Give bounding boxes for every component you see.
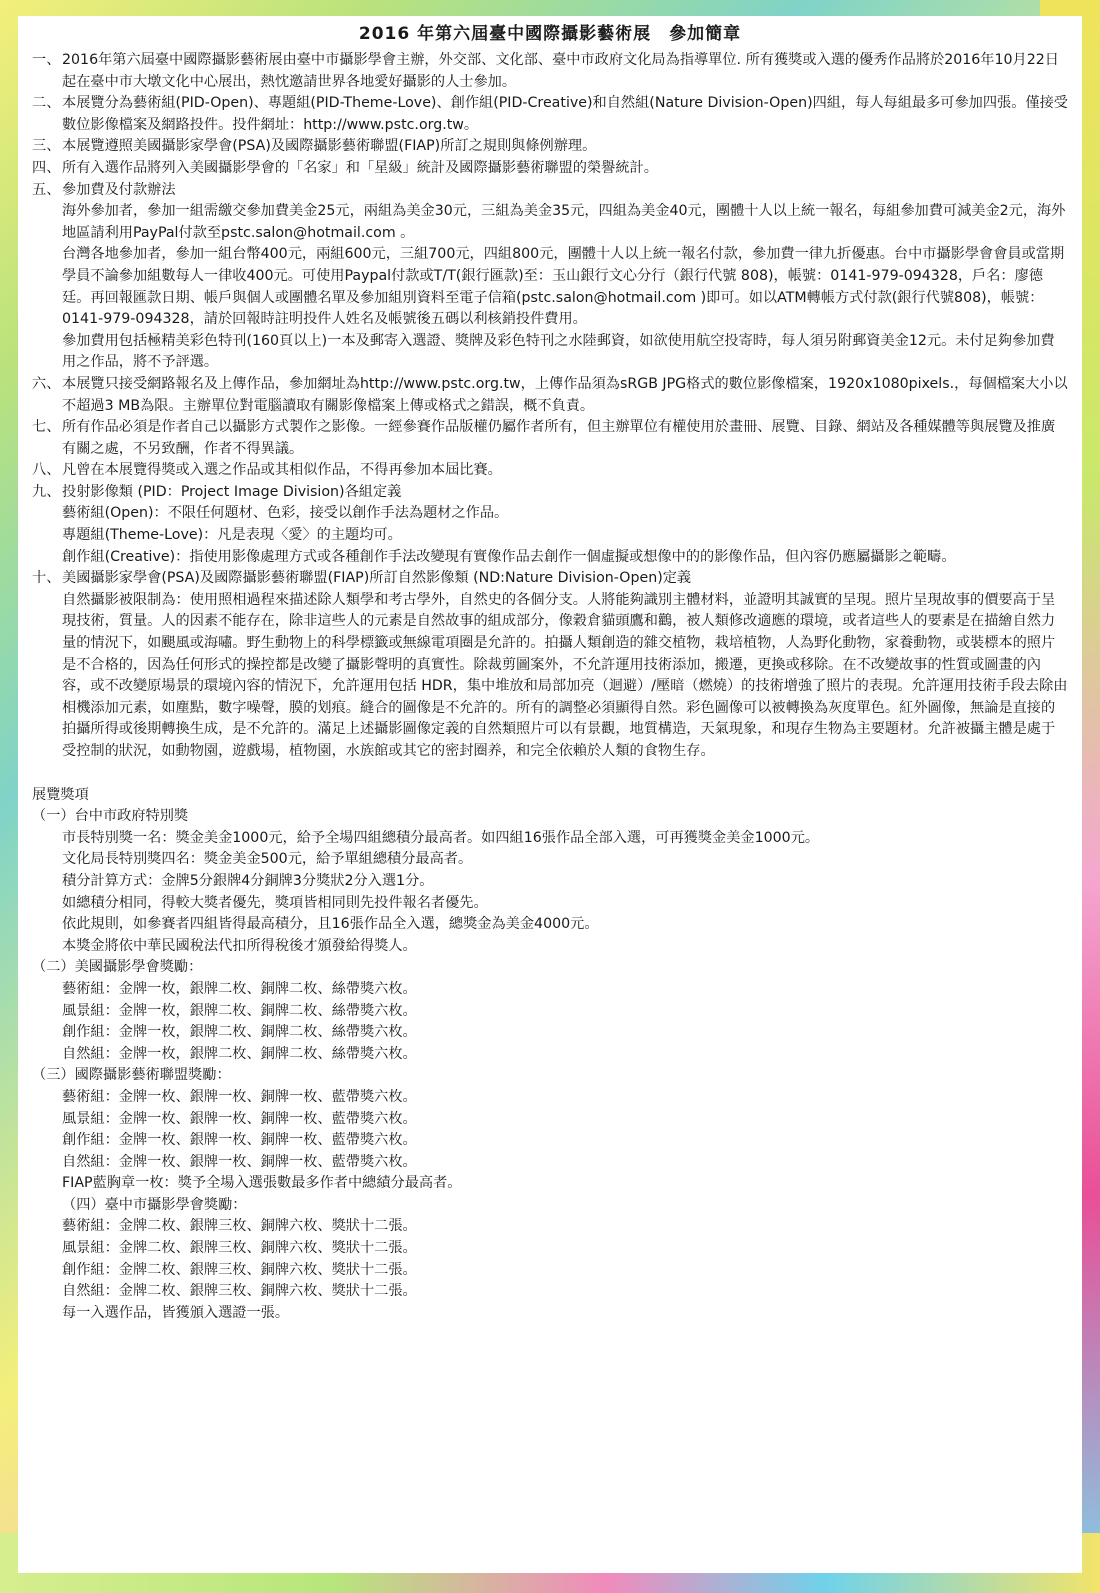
section-number: 七、 (32, 419, 61, 436)
section-1 (32, 50, 1068, 93)
pid-open-definition: 藝術組(Open)：不限任何題材、色彩，接受以創作手法為題材之作品。 (62, 505, 509, 522)
section-number: 十、 (32, 570, 61, 587)
section-number: 三、 (32, 138, 61, 155)
award-group-psa (32, 979, 1068, 1065)
pid-creative-definition: 創作組(Creative)：指使用影像處理方式或各種創作手法改變現有實像作品去創作一個虛擬或想像中的的影像作品，但內容仍應屬攝影之範疇。 (62, 548, 956, 565)
section-text: 2016年第六屆臺中國際攝影藝術展由臺中市攝影學會主辦，外交部、文化部、臺中市政府文化局為指導單位. 所有獲獎或入選的優秀作品將於2016年10月22日起在臺中市大墩文化中心展出，熱忱邀請世界各地愛好攝影的人士參加。 (62, 52, 1059, 90)
document-sheet (18, 16, 1082, 1573)
award-group-title: （二）美國攝影學會獎勵： (32, 959, 203, 976)
award-line: 自然組：金牌一枚，銀牌二枚、銅牌二枚、絲帶獎六枚。 (62, 1045, 417, 1062)
section-number: 八、 (32, 462, 61, 479)
award-line: 創作組：金牌一枚、銀牌一枚、銅牌一枚、藍帶獎六枚。 (62, 1132, 417, 1149)
award-group-city (32, 828, 1068, 958)
award-group-fiap (32, 1087, 1068, 1195)
section-number: 五、 (32, 181, 61, 198)
award-group-title: （四）臺中市攝影學會獎勵： (62, 1196, 247, 1213)
nature-definition: 自然攝影被限制為：使用照相過程來描述除人類學和考古學外，自然史的各個分支。人將能夠識別主體材料，並證明其誠實的呈現。照片呈現故事的價要高于呈現技術，質量。人的因素不能存在，除非這些人的元素是自然故事的組成部分，像穀倉貓頭鷹和鸛，被人類修改適應的環境，或者這些人的要素是在描繪自然力量的情況下，如颶風或海嘯。野生動物上的科學標籤或無線電項圈是允許的。拍攝人類創造的雜交植物，栽培植物，人為野化動物，家養動物，或裝標本的照片是不合格的，因為任何形式的操控都是改變了攝影聲明的真實性。除裁剪圖案外，不允許運用技術添加，搬遷，更換或移除。在不改變故事的性質或圖畫的內容，或不改變原場景的環境內容的情況下，允許運用包括 HDR，集中堆放和局部加亮（迴避）/壓暗（燃燒）的技術增強了照片的表現。允許運用技術手段去除由相機添加元素，如塵點，數字噪聲，膜的划痕。縫合的圖像是不允許的。所有的調整必須顯得自然。彩色圖像可以被轉換為灰度單色。紅外圖像，無論是直接的拍攝所得或後期轉換生成，是不允許的。滿足上述攝影圖像定義的自然類照片可以有景觀，地質構造，天氣現象，和現存生物為主要題材。允許被攝主體是處于受控制的狀況，如動物園，遊戲場，植物園，水族館或其它的密封圈养，和完全依賴於人類的食物生存。 (62, 591, 1068, 759)
section-9-pid (32, 482, 1068, 504)
section-text: 所有作品必須是作者自己以攝影方式製作之影像。一經參賽作品版權仍屬作者所有，但主辦單位有權使用於畫冊、展覽、目錄、網站及各種媒體等與展覽及推廣有關之處，不另致酬，作者不得異議。 (62, 419, 1056, 457)
section-text: 所有入選作品將列入美國攝影學會的「名家」和「星級」統計及國際攝影藝術聯盟的榮譽統計。 (62, 159, 658, 176)
spacer (32, 763, 1068, 785)
award-line: 積分計算方式：金牌5分銀牌4分銅牌3分獎狀2分入選1分。 (62, 872, 434, 889)
section-3 (32, 136, 1068, 158)
award-line: 每一入選作品，皆獲頒入選證一張。 (62, 1304, 290, 1321)
award-line: 風景組：金牌一枚、銀牌一枚、銅牌一枚、藍帶獎六枚。 (62, 1110, 417, 1127)
section-text: 本展覽遵照美國攝影家學會(PSA)及國際攝影藝術聯盟(FIAP)所訂之規則與條例辦理。 (62, 138, 597, 155)
award-line: 風景組：金牌一枚，銀牌二枚、銅牌二枚、絲帶獎六枚。 (62, 1002, 417, 1019)
section-10-nature (32, 568, 1068, 590)
section-7 (32, 417, 1068, 460)
section-number: 六、 (32, 375, 61, 392)
award-line: FIAP藍胸章一枚：獎予全場入選張數最多作者中總績分最高者。 (62, 1175, 462, 1192)
section-2 (32, 93, 1068, 136)
document-title: 2016 年第六屆臺中國際攝影藝術展 參加簡章 (358, 24, 742, 44)
award-line: 風景組：金牌二枚、銀牌三枚、銅牌六枚、獎狀十二張。 (62, 1240, 417, 1257)
section-number: 四、 (32, 159, 61, 176)
section-number: 九、 (32, 483, 61, 500)
section-text: 本展覽只接受網路報名及上傳作品，參加網址為http://www.pstc.org.tw，上傳作品須為sRGB JPG格式的數位影像檔案，1920x1080pixels.，每個檔案大小以不超過3 MB為限。主辦單位對電腦讀取有關影像檔案上傳或格式之錯誤，概不負責。 (62, 375, 1068, 414)
award-line: 藝術組：金牌二枚、銀牌三枚、銅牌六枚、獎狀十二張。 (62, 1218, 417, 1235)
section-4 (32, 158, 1068, 180)
award-line: 本獎金將依中華民國稅法代扣所得稅後才頒發給得獎人。 (62, 937, 417, 954)
award-line: 自然組：金牌二枚、銀牌三枚、銅牌六枚、獎狀十二張。 (62, 1283, 417, 1300)
pid-theme-definition: 專題組(Theme-Love)：凡是表現〈愛〉的主題均可。 (62, 527, 402, 544)
award-line: 自然組：金牌一枚、銀牌一枚、銅牌一枚、藍帶獎六枚。 (62, 1153, 417, 1170)
section-heading: 美國攝影家學會(PSA)及國際攝影藝術聯盟(FIAP)所訂自然影像類 (ND:Nature Division-Open)定義 (62, 570, 692, 587)
section-6 (32, 374, 1068, 417)
fee-includes: 參加費用包括極精美彩色特刊(160頁以上)一本及郵寄入選證、獎牌及彩色特刊之水陸郵資，如欲使用航空投寄時，每人須另附郵資美金12元。未付足夠參加費用之作品，將不予評選。 (62, 332, 1055, 371)
award-line: 依此規則，如參賽者四組皆得最高積分，且16張作品全入選，總獎金為美金4000元。 (62, 916, 599, 933)
fee-overseas: 海外參加者，參加一組需繳交參加費美金25元，兩組為美金30元，三組為美金35元，四組為美金40元，團體十人以上統一報名，每組參加費可減美金2元，海外地區請利用PayPal付款至pstc.salon@hotmail.com 。 (62, 203, 1066, 241)
section-number: 一、 (32, 52, 61, 68)
award-line: 藝術組：金牌一枚，銀牌二枚、銅牌二枚、絲帶獎六枚。 (62, 980, 417, 997)
award-line: 藝術組：金牌一枚、銀牌一枚、銅牌一枚、藍帶獎六枚。 (62, 1088, 417, 1105)
award-line: 創作組：金牌一枚，銀牌二枚、銅牌二枚、絲帶獎六枚。 (62, 1024, 417, 1041)
awards-heading: 展覽獎項 (32, 786, 89, 803)
section-8 (32, 460, 1068, 482)
fee-taiwan: 台灣各地參加者，參加一組台幣400元，兩組600元，三組700元，四組800元，團體十人以上統一報名付款，參加費一律九折優惠。台中市攝影學會會員或當期學員不論參加組數每人一律收400元。可使用Paypal付款或T/T(銀行匯款)至：玉山銀行文心分行（銀行代號 808)，帳號：0141-979-094328，戶名：廖德廷。再回報匯款日期、帳戶與個人或團體名單及參加組別資料至電子信箱(pstc.salon@hotmail.com )即可。如以ATM轉帳方式付款(銀行代號808)，帳號：0141-979-094328，請於回報時註明投件人姓名及帳號後五碼以利核銷投件費用。 (62, 246, 1065, 328)
section-number: 二、 (32, 95, 61, 112)
award-group-pstc (32, 1216, 1068, 1324)
section-heading: 投射影像類 (PID：Project Image Division)各組定義 (62, 483, 402, 500)
section-heading: 參加費及付款辦法 (62, 181, 176, 198)
award-line: 如總積分相同，得較大獎者優先，獎項皆相同則先投件報名者優先。 (62, 894, 488, 911)
award-line: 市長特別獎一名：獎金美金1000元，給予全場四組總積分最高者。如四組16張作品全部入選，可再獲獎金美金1000元。 (62, 829, 820, 846)
award-line: 文化局長特別獎四名：獎金美金500元，給予單組總積分最高者。 (62, 851, 473, 868)
section-text: 凡曾在本展覽得獎或入選之作品或其相似作品，不得再參加本屆比賽。 (62, 462, 502, 479)
award-line: 創作組：金牌二枚、銀牌三枚、銅牌六枚、獎狀十二張。 (62, 1261, 417, 1278)
section-5-fee (32, 180, 1068, 202)
award-group-title: （三）國際攝影藝術聯盟獎勵： (32, 1067, 231, 1084)
award-group-title: （一）台中市政府特別獎 (32, 808, 189, 825)
section-text: 本展覽分為藝術組(PID-Open)、專題組(PID-Theme-Love)、創作組(PID-Creative)和自然組(Nature Division-Open)四組，每人每組最多可參加四張。僅接受數位影像檔案及網路投件。投件網址：http://www.pstc.org.tw。 (62, 95, 1068, 133)
